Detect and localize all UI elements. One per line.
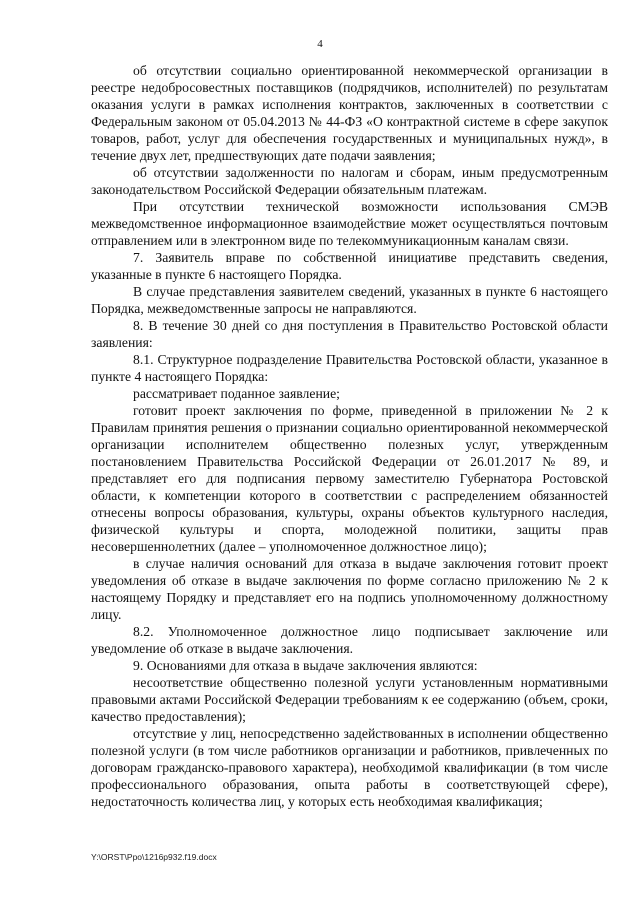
paragraph: отсутствие у лиц, непосредственно задействованных в исполнении общественно полезной услуги (в том числе работников организации и работников, привлеченных по договорам гражданско-правового характера), необходимой квалификации (в том числе профессионального образования, опыта работы в соответствующей сфере), недостаточность количества лиц, у которых есть необходимая квалификация; <box>91 726 608 809</box>
paragraph: рассматривает поданное заявление; <box>133 386 340 401</box>
footer-file-path: Y:\ORST\Ppo\1216p932.f19.docx <box>91 852 217 862</box>
document-body <box>91 62 608 810</box>
paragraph: готовит проект заключения по форме, приведенной в приложении № 2 к Правилам принятия решения о признании социально ориентированной некоммерческой организации исполнителем общественно полезных услуг, утвержденным постановлением Правительства Российской Федерации от 26.01.2017 № 89, и представляет его для подписания первому заместителю Губернатора Ростовской области, к компетенции которого в соответствии с распределением обязанностей отнесены вопросы образования, культуры, охраны объектов культурного наследия, физической культуры и спорта, молодежной политики, защиты прав несовершеннолетних (далее – уполномоченное должностное лицо); <box>91 403 608 554</box>
paragraph: несоответствие общественно полезной услуги установленным нормативными правовыми актами Российской Федерации требованиям к ее содержанию (объем, сроки, качество предоставления); <box>91 675 608 724</box>
paragraph: 8.1. Структурное подразделение Правительства Ростовской области, указанное в пункте 4 настоящего Порядка: <box>91 352 608 384</box>
paragraph: При отсутствии технической возможности использования СМЭВ межведомственное информационное взаимодействие может осуществляться почтовым отправлением или в электронном виде по телекоммуникационным каналам связи. <box>91 199 608 248</box>
paragraph: В случае представления заявителем сведений, указанных в пункте 6 настоящего Порядка, межведомственные запросы не направляются. <box>91 284 608 316</box>
paragraph: в случае наличия оснований для отказа в выдаче заключения готовит проект уведомления об отказе в выдаче заключения по форме согласно приложению № 2 к настоящему Порядку и представляет его на подпись уполномоченному должностному лицу. <box>91 556 608 622</box>
paragraph: 8. В течение 30 дней со дня поступления в Правительство Ростовской области заявления: <box>91 318 608 350</box>
page-number: 4 <box>317 38 323 50</box>
paragraph: об отсутствии социально ориентированной некоммерческой организации в реестре недобросовестных поставщиков (подрядчиков, исполнителей) по результатам оказания услуги в рамках исполнения контрактов, заключенных в соответствии с Федеральным законом от 05.04.2013 № 44-ФЗ «О контрактной системе в сфере закупок товаров, работ, услуг для обеспечения государственных и муниципальных нужд», в течение двух лет, предшествующих дате подачи заявления; <box>91 63 608 163</box>
paragraph: 7. Заявитель вправе по собственной инициативе представить сведения, указанные в пункте 6 настоящего Порядка. <box>91 250 608 282</box>
paragraph: 9. Основаниями для отказа в выдаче заключения являются: <box>133 658 478 673</box>
paragraph: 8.2. Уполномоченное должностное лицо подписывает заключение или уведомление об отказе в выдаче заключения. <box>91 624 608 656</box>
paragraph: об отсутствии задолженности по налогам и сборам, иным предусмотренным законодательством Российской Федерации обязательным платежам. <box>91 165 608 197</box>
